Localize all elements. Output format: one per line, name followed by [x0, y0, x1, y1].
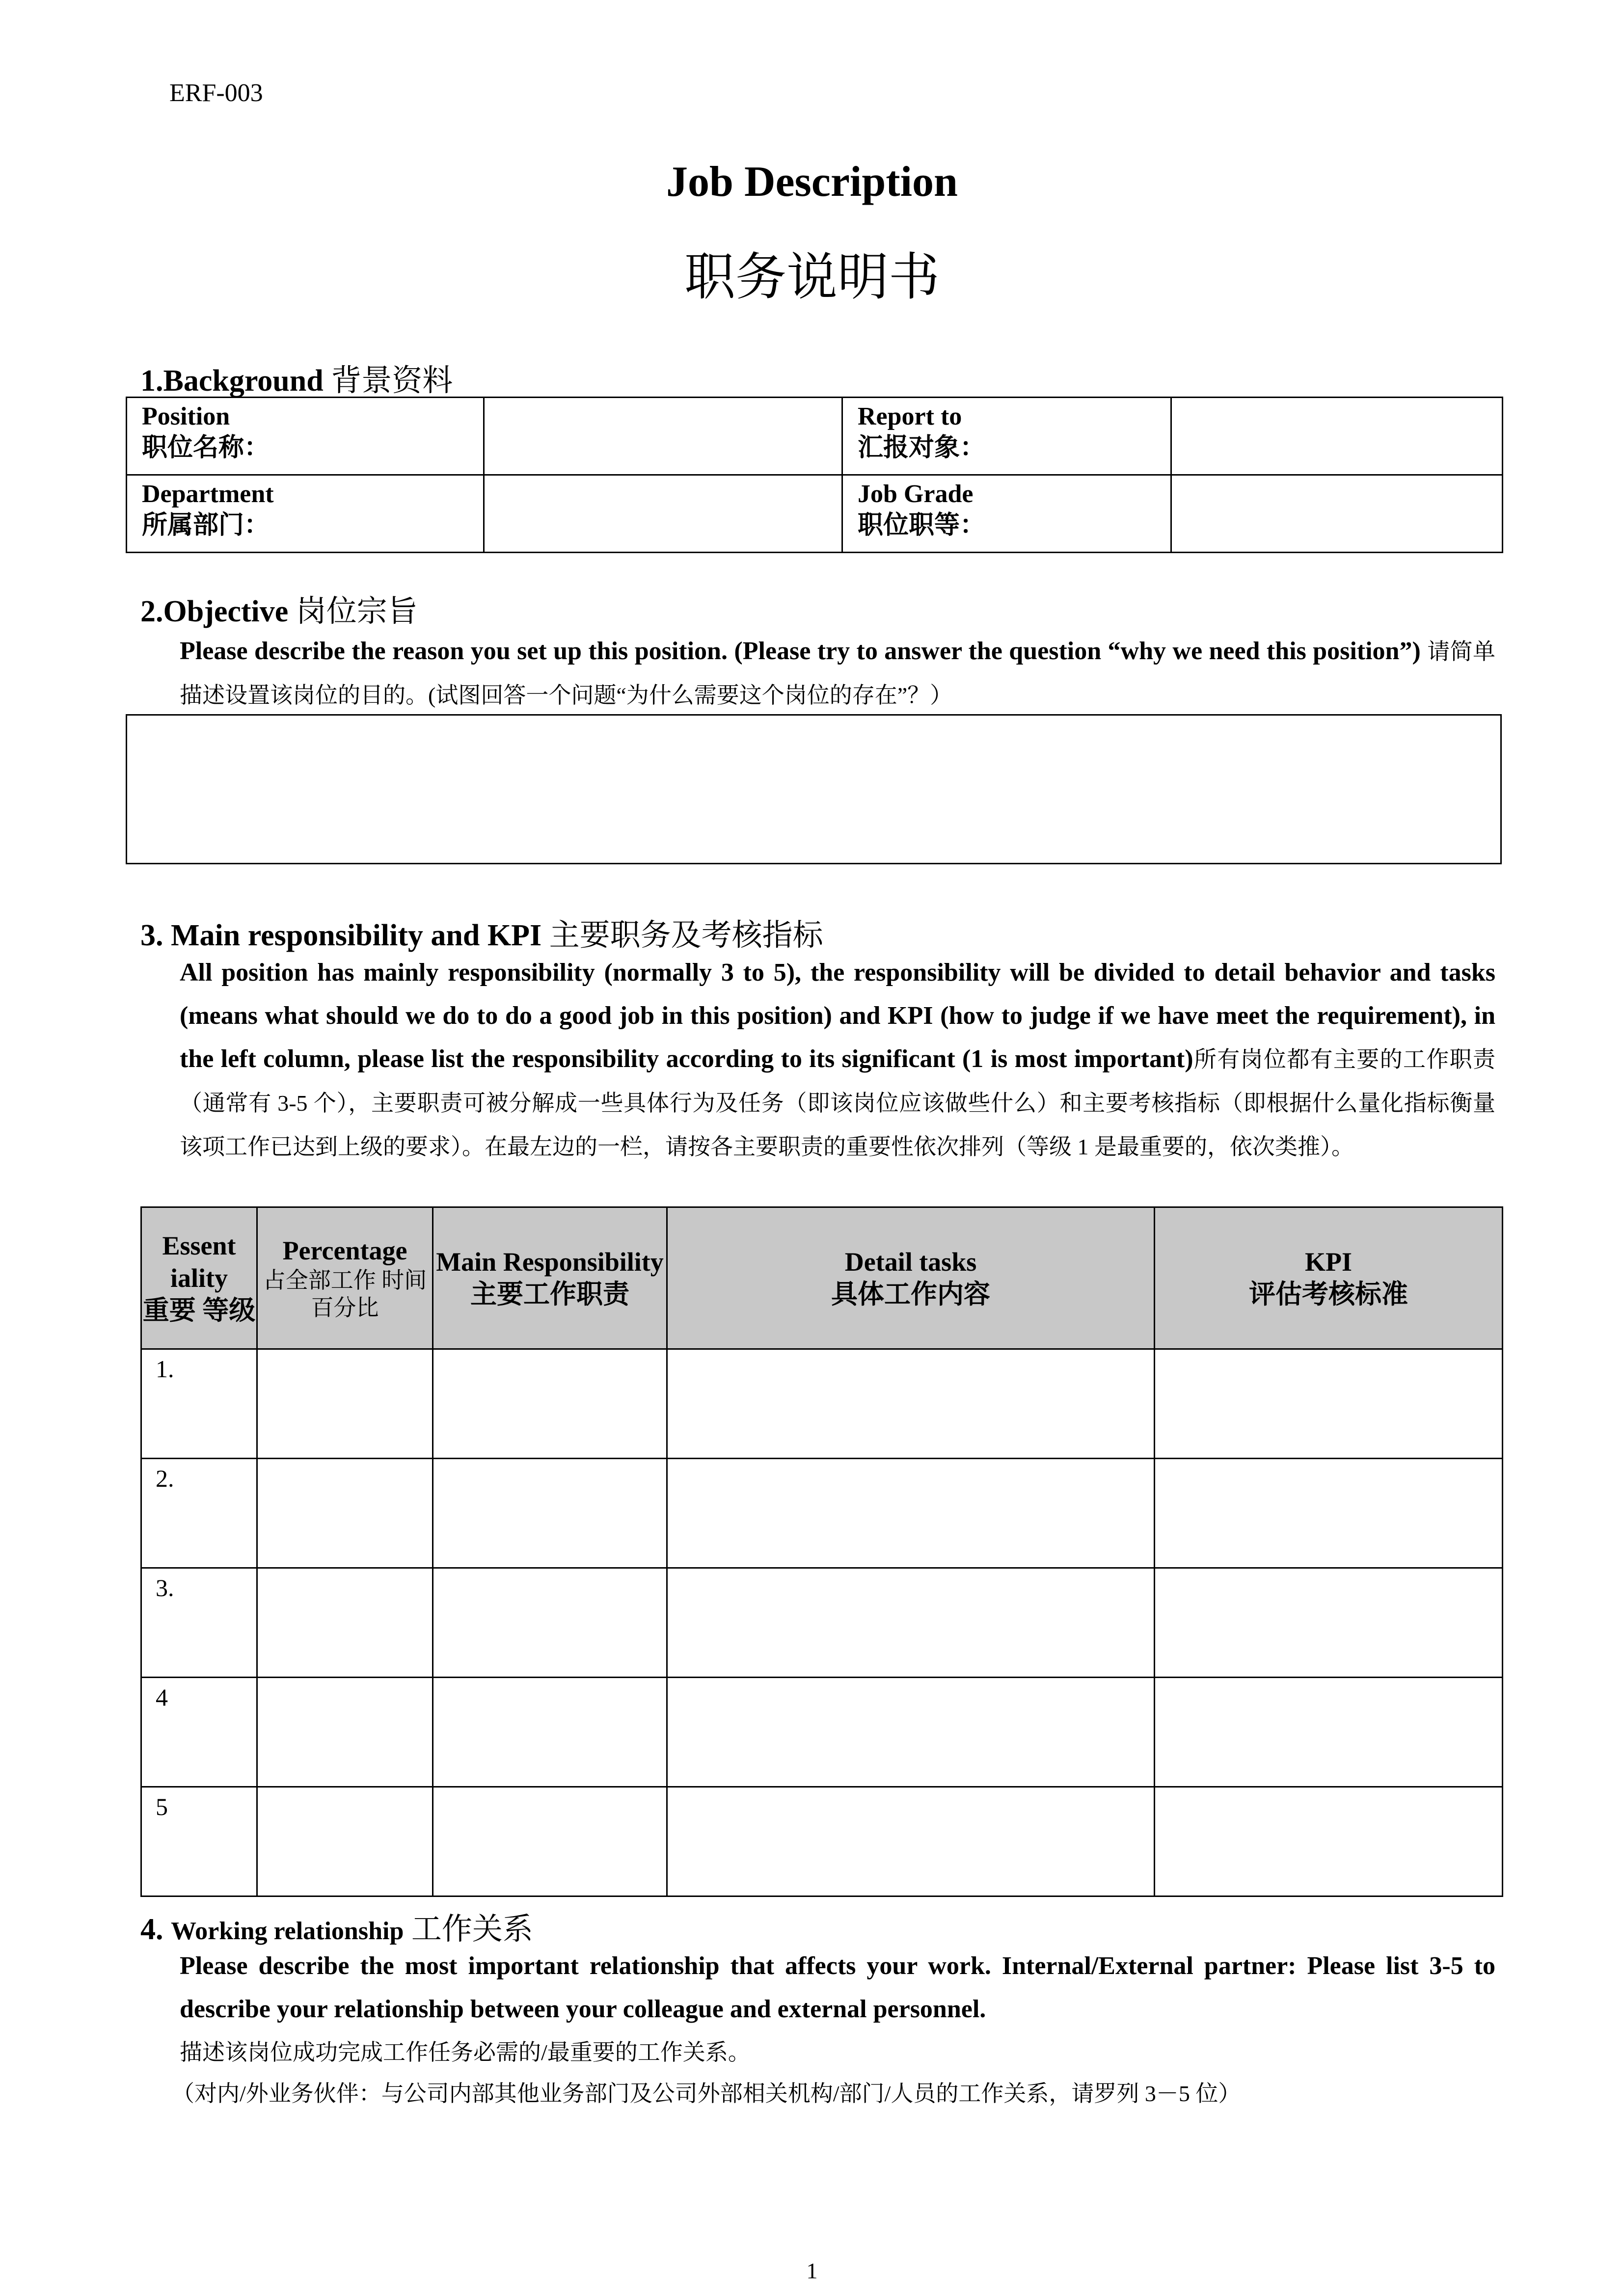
column-header-cn: 占全部工作 时间百分比 [263, 1268, 427, 1320]
section2-text-en: Please describe the reason you set up this position. (Please try to answer the question “why we need this position”) [180, 637, 1421, 665]
percentage-cell[interactable] [257, 1787, 433, 1896]
column-header-en: Essent iality [162, 1231, 236, 1293]
responsibility-cell[interactable] [433, 1349, 667, 1459]
section2-instructions [180, 630, 1495, 717]
department-label [127, 475, 484, 553]
detail-tasks-cell[interactable] [667, 1349, 1155, 1459]
page-number: 1 [806, 2258, 818, 2283]
department-field[interactable] [484, 475, 842, 553]
department-label-cn: 所属部门： [142, 511, 270, 539]
table-header-row [141, 1207, 1503, 1349]
section1-heading-en: 1.Background [140, 364, 324, 398]
responsibility-kpi-table [140, 1206, 1503, 1897]
objective-answer-box[interactable] [126, 714, 1502, 864]
section4-heading-num: 4. [140, 1913, 163, 1946]
section4-note-2: （对内/外业务伙伴：与公司内部其他业务部门及公司外部相关机构/部门/人员的工作关系，请罗列 3－5 位） [172, 2081, 1241, 2106]
column-header-cn: 主要工作职责 [470, 1280, 629, 1309]
kpi-cell[interactable] [1155, 1678, 1503, 1787]
row-rank: 1. [141, 1349, 257, 1459]
column-header-cn: 重要 等级 [142, 1296, 256, 1325]
column-header-cn: 评估考核标准 [1249, 1280, 1408, 1309]
table-row [127, 398, 1503, 475]
kpi-cell[interactable] [1155, 1568, 1503, 1678]
row-rank: 4 [141, 1678, 257, 1787]
column-header-en: Main Responsibility [436, 1247, 664, 1277]
table-row [141, 1349, 1503, 1459]
position-field[interactable] [484, 398, 842, 475]
department-label-en: Department [142, 480, 274, 508]
report-to-label-cn: 汇报对象： [858, 434, 986, 462]
section4-heading-en: Working relationship [171, 1917, 404, 1945]
detail-tasks-cell[interactable] [667, 1459, 1155, 1568]
percentage-cell[interactable] [257, 1568, 433, 1678]
section4-text-en: Please describe the most important relationship that affects your work. Internal/External partner: Please list 3-5 to describe your relationship between your colleague and external personnel. [180, 1952, 1495, 2023]
kpi-cell[interactable] [1155, 1349, 1503, 1459]
table-row [127, 475, 1503, 553]
section4-heading-cn: 工作关系 [411, 1913, 533, 1946]
detail-tasks-cell[interactable] [667, 1678, 1155, 1787]
section4-instructions [180, 1945, 1495, 2031]
section3-heading [140, 910, 823, 954]
responsibility-cell[interactable] [433, 1787, 667, 1896]
position-label [127, 398, 484, 475]
report-to-label [842, 398, 1171, 475]
row-rank: 5 [141, 1787, 257, 1896]
kpi-cell[interactable] [1155, 1787, 1503, 1896]
table-row [141, 1459, 1503, 1568]
row-rank: 3. [141, 1568, 257, 1678]
table-row [141, 1568, 1503, 1678]
percentage-cell[interactable] [257, 1459, 433, 1568]
percentage-cell[interactable] [257, 1678, 433, 1787]
section3-heading-en: 3. Main responsibility and KPI [140, 919, 542, 952]
section3-heading-cn: 主要职务及考核指标 [549, 919, 823, 952]
detail-tasks-cell[interactable] [667, 1787, 1155, 1896]
section1-heading-cn: 背景资料 [331, 364, 453, 398]
column-header-cn: 具体工作内容 [831, 1280, 990, 1309]
section3-text-cn: 所有岗位都有主要的工作职责（通常有 3-5 个），主要职责可被分解成一些具体行为及任务（即该岗位应该做些什么）和主要考核指标（即根据什么量化指标衡量该项工作已达到上级的要求）。在最左边的一栏，请按各主要职责的重要性依次排列（等级 1 是最重要的，依次类推）。 [180, 1047, 1495, 1159]
job-grade-label-en: Job Grade [858, 480, 974, 508]
position-label-en: Position [142, 402, 230, 430]
job-grade-label [842, 475, 1171, 553]
row-rank: 2. [141, 1459, 257, 1568]
section1-heading [140, 356, 453, 400]
percentage-cell[interactable] [257, 1349, 433, 1459]
column-header-detail-tasks [667, 1207, 1155, 1349]
section2-text-cn: 请简单描述设置该岗位的目的。(试图回答一个问题“为什么需要这个岗位的存在”？） [180, 639, 1495, 708]
column-header-percentage [257, 1207, 433, 1349]
section3-instructions [180, 951, 1495, 1169]
column-header-essentiality [141, 1207, 257, 1349]
table-row [141, 1787, 1503, 1896]
position-label-cn: 职位名称： [142, 434, 270, 462]
detail-tasks-cell[interactable] [667, 1568, 1155, 1678]
job-grade-label-cn: 职位职等： [858, 511, 986, 539]
section2-heading-cn: 岗位宗旨 [296, 595, 418, 628]
column-header-en: Percentage [282, 1236, 407, 1265]
column-header-en: Detail tasks [844, 1247, 977, 1277]
section4-note-1: 描述该岗位成功完成工作任务必需的/最重要的工作关系。 [180, 2040, 751, 2065]
section4-heading [140, 1904, 533, 1948]
title-english: Job Description [666, 158, 958, 206]
section3-text-en: All position has mainly responsibility (normally 3 to 5), the responsibility will be divided to detail behavior and tasks (means what should we do to do a good job in this position) and KPI (how to judge if we have meet the requirement), in the left column, please list the responsibility according to its significant (1 is most important) [180, 959, 1495, 1073]
document-code: ERF-003 [169, 79, 263, 107]
kpi-cell[interactable] [1155, 1459, 1503, 1568]
table-row [141, 1678, 1503, 1787]
report-to-label-en: Report to [858, 402, 962, 430]
responsibility-cell[interactable] [433, 1678, 667, 1787]
section2-heading [140, 587, 418, 630]
column-header-main-responsibility [433, 1207, 667, 1349]
background-table [126, 397, 1503, 553]
column-header-kpi [1155, 1207, 1503, 1349]
responsibility-cell[interactable] [433, 1568, 667, 1678]
section2-heading-en: 2.Objective [140, 595, 289, 628]
responsibility-cell[interactable] [433, 1459, 667, 1568]
job-grade-field[interactable] [1171, 475, 1503, 553]
report-to-field[interactable] [1171, 398, 1503, 475]
title-chinese: 职务说明书 [684, 249, 940, 306]
column-header-en: KPI [1304, 1247, 1352, 1277]
